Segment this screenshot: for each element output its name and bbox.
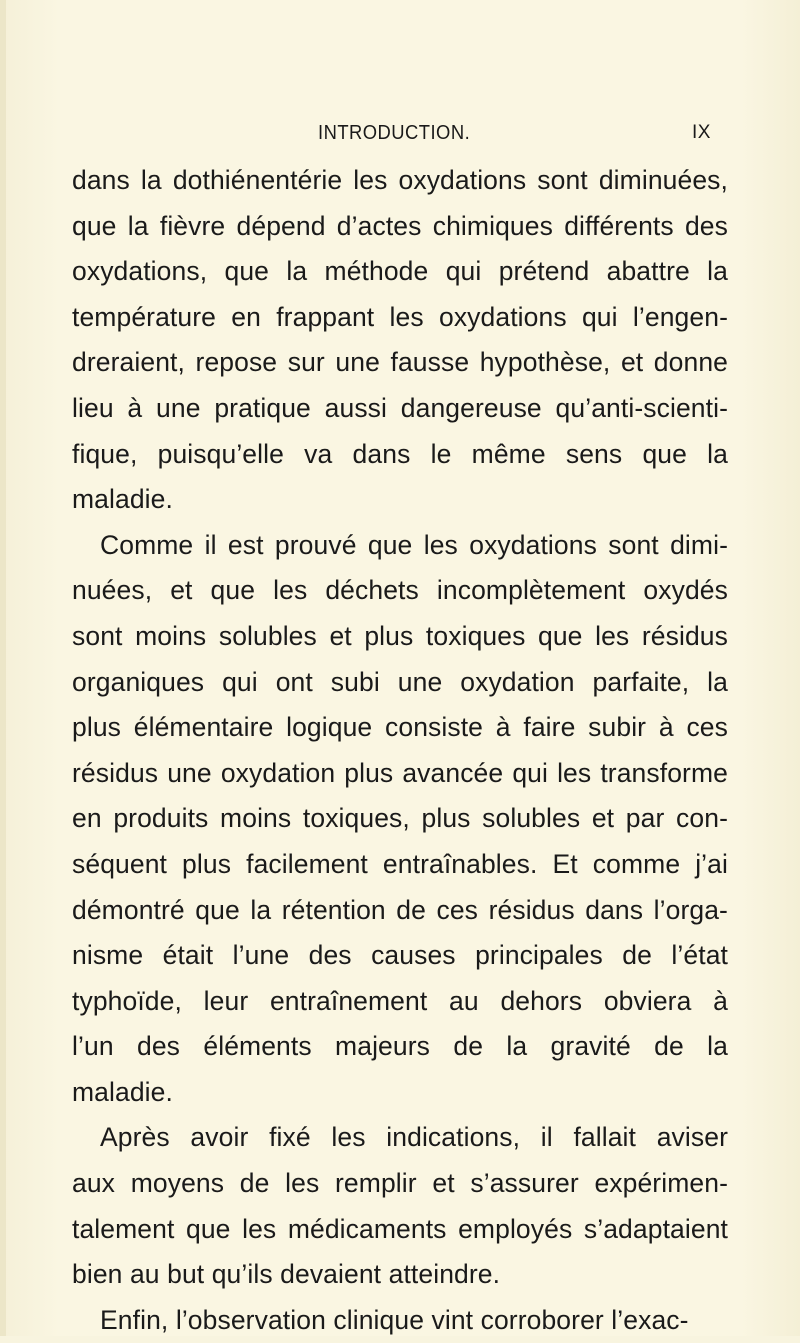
text-line-paragraph-start: Après avoir fixé les indications, il fallait aviser bbox=[100, 1122, 728, 1153]
text-line: typhoïde, leur entraînement au dehors obviera à bbox=[72, 985, 728, 1016]
body-text bbox=[72, 158, 728, 1343]
text-line: nuées, et que les déchets incomplètement oxydés bbox=[72, 575, 728, 606]
text-line: dans la dothiénentérie les oxydations sont diminuées, bbox=[72, 165, 728, 195]
text-line: en produits moins toxiques, plus solubles et par con- bbox=[72, 803, 728, 834]
text-line: résidus une oxydation plus avancée qui les transforme bbox=[72, 757, 728, 788]
text-line: fique, puisqu’elle va dans le même sens que la bbox=[72, 438, 728, 469]
text-line: démontré que la rétention de ces résidus dans l’orga- bbox=[72, 894, 728, 925]
text-line-paragraph-start: Comme il est prouvé que les oxydations sont dimi- bbox=[100, 529, 728, 560]
page-binding-edge bbox=[0, 0, 6, 1336]
text-line-paragraph-start: Enfin, l’observation clinique vint corroborer l’exac- bbox=[100, 1304, 689, 1335]
text-line: organiques qui ont subi une oxydation parfaite, la bbox=[72, 666, 728, 697]
text-line: dreraient, repose sur une fausse hypothèse, et donne bbox=[72, 347, 728, 378]
text-line: l’un des éléments majeurs de la gravité de la bbox=[72, 1031, 728, 1062]
text-line: sont moins solubles et plus toxiques que les résidus bbox=[72, 620, 728, 651]
text-line: oxydations, que la méthode qui prétend abattre la bbox=[72, 256, 728, 287]
text-line: nisme était l’une des causes principales de l’état bbox=[72, 940, 728, 971]
text-line: que la fièvre dépend d’actes chimiques différents des bbox=[72, 210, 728, 241]
running-title: INTRODUCTION. bbox=[318, 122, 471, 144]
text-line-paragraph-end: bien au but qu’ils devaient atteindre. bbox=[72, 1259, 501, 1290]
page-number: IX bbox=[692, 122, 711, 143]
text-line: température en frappant les oxydations qui l’engen- bbox=[72, 301, 728, 332]
text-line: lieu à une pratique aussi dangereuse qu’anti-scienti- bbox=[72, 392, 728, 423]
text-line-paragraph-end: maladie. bbox=[72, 1076, 173, 1107]
text-line-paragraph-end: maladie. bbox=[72, 484, 173, 515]
text-line: séquent plus facilement entraînables. Et comme j’ai bbox=[72, 848, 728, 879]
text-line: talement que les médicaments employés s’adaptaient bbox=[72, 1213, 728, 1244]
text-line: plus élémentaire logique consiste à faire subir à ces bbox=[72, 712, 728, 743]
text-line: aux moyens de les remplir et s’assurer expérimen- bbox=[72, 1168, 728, 1199]
running-head bbox=[0, 122, 800, 152]
